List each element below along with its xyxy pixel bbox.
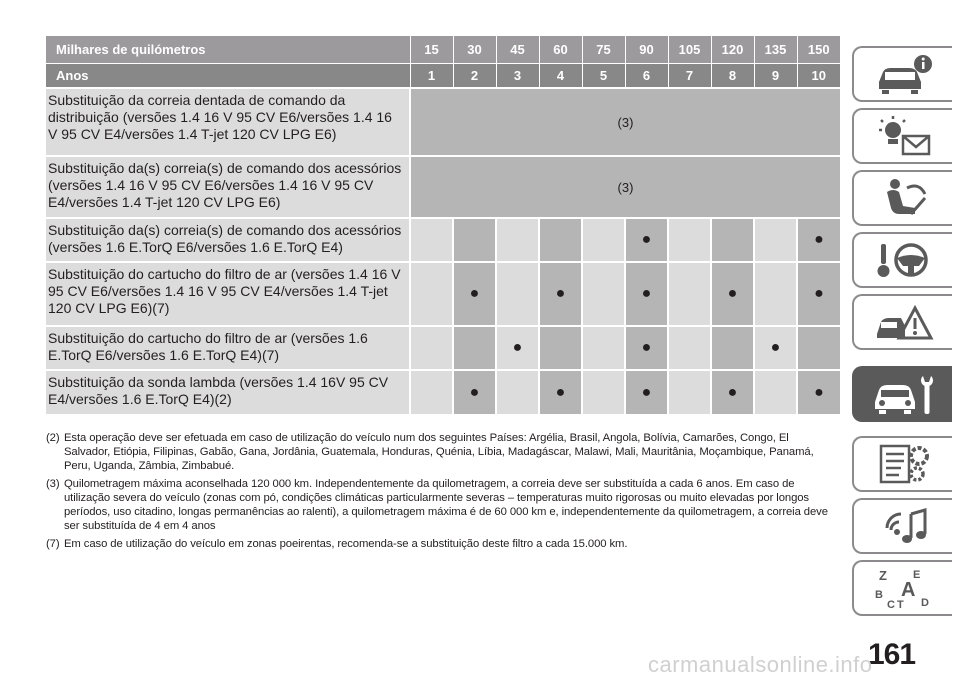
schedule-mark: ● bbox=[625, 370, 668, 414]
schedule-cell bbox=[668, 262, 711, 326]
schedule-cell bbox=[453, 326, 496, 370]
header-year-value: 3 bbox=[496, 64, 539, 89]
footnote-ref: (3) bbox=[46, 478, 60, 490]
table-row bbox=[46, 88, 840, 156]
schedule-mark: ● bbox=[539, 262, 582, 326]
operation-label: Substituição da(s) correia(s) de comando dos acessórios (versões 1.6 E.TorQ E6/versões 1.6 E.TorQ E4) bbox=[46, 218, 410, 262]
table-row bbox=[46, 262, 840, 326]
header-km-value: 60 bbox=[539, 36, 582, 64]
tab-emergency[interactable] bbox=[852, 294, 952, 350]
operation-label: Substituição do cartucho do filtro de ar (versões 1.6 E.TorQ E6/versões 1.6 E.TorQ E4)(7) bbox=[46, 326, 410, 370]
header-km-value: 135 bbox=[754, 36, 797, 64]
header-row-km bbox=[46, 36, 840, 64]
header-year-value: 8 bbox=[711, 64, 754, 89]
footnote-text: Em caso de utilização do veículo em zonas poeirentas, recomenda-se a substituição deste filtro a cada 15.000 km. bbox=[64, 538, 628, 550]
schedule-mark: ● bbox=[539, 370, 582, 414]
schedule-cell bbox=[668, 326, 711, 370]
operation-label: Substituição do cartucho do filtro de ar (versões 1.4 16 V 95 CV E6/versões 1.4 16 V 95 CV E4/versões 1.4 T-jet 120 CV LPG E6)(7) bbox=[46, 262, 410, 326]
tab-maintenance[interactable] bbox=[852, 366, 952, 422]
schedule-mark: ● bbox=[453, 370, 496, 414]
table-row bbox=[46, 326, 840, 370]
schedule-cell bbox=[410, 370, 453, 414]
schedule-cell bbox=[582, 370, 625, 414]
specs-gears-icon bbox=[871, 442, 935, 486]
schedule-cell bbox=[410, 262, 453, 326]
schedule-mark: ● bbox=[711, 262, 754, 326]
operation-label: Substituição da sonda lambda (versões 1.4 16V 95 CV E4/versões 1.6 E.TorQ E4)(2) bbox=[46, 370, 410, 414]
tab-safety[interactable] bbox=[852, 170, 952, 226]
svg-text:C: C bbox=[887, 599, 895, 610]
header-year-value: 2 bbox=[453, 64, 496, 89]
schedule-mark: ● bbox=[797, 262, 840, 326]
schedule-mark: ● bbox=[754, 326, 797, 370]
schedule-cell bbox=[453, 218, 496, 262]
footnote-text: Esta operação deve ser efetuada em caso de utilização do veículo num dos seguintes Países: Argélia, Brasil, Angola, Bolívia, Camarões, Congo, El Salvador, Etiópia, Filipinas, Gabão, Gana, Jordânia, Guatemala, Honduras, Quénia, Líbia, Madagáscar, Malawi, Mali, Mauritânia, Moçambique, Panamá, Peru, Uganda, Zâmbia, Zimbabué. bbox=[64, 432, 814, 472]
schedule-cell bbox=[754, 218, 797, 262]
header-km-value: 150 bbox=[797, 36, 840, 64]
svg-text:E: E bbox=[913, 569, 921, 581]
multimedia-music-icon bbox=[871, 504, 935, 548]
car-info-icon bbox=[871, 52, 935, 96]
span-note: (3) bbox=[410, 88, 840, 156]
schedule-mark: ● bbox=[625, 218, 668, 262]
alphabetical-index-icon bbox=[871, 566, 935, 610]
schedule-cell bbox=[496, 218, 539, 262]
watermark: carmanualsonline.info bbox=[648, 652, 873, 677]
svg-text:B: B bbox=[875, 589, 883, 601]
header-years-label: Anos bbox=[46, 64, 410, 89]
schedule-cell bbox=[582, 218, 625, 262]
header-year-value: 1 bbox=[410, 64, 453, 89]
header-km-value: 15 bbox=[410, 36, 453, 64]
header-km-label: Milhares de quilómetros bbox=[46, 36, 410, 64]
tab-multimedia[interactable] bbox=[852, 498, 952, 554]
schedule-mark: ● bbox=[453, 262, 496, 326]
schedule-cell bbox=[496, 262, 539, 326]
schedule-cell bbox=[496, 370, 539, 414]
table-row bbox=[46, 370, 840, 414]
schedule-cell bbox=[668, 370, 711, 414]
header-km-value: 90 bbox=[625, 36, 668, 64]
car-breakdown-icon bbox=[871, 300, 935, 344]
schedule-mark: ● bbox=[797, 218, 840, 262]
header-km-value: 30 bbox=[453, 36, 496, 64]
header-row-years bbox=[46, 64, 840, 89]
footnote-ref: (2) bbox=[46, 432, 60, 444]
header-year-value: 9 bbox=[754, 64, 797, 89]
svg-text:D: D bbox=[921, 597, 929, 609]
schedule-cell bbox=[797, 326, 840, 370]
header-year-value: 5 bbox=[582, 64, 625, 89]
svg-text:Z: Z bbox=[879, 568, 887, 583]
footnote-ref: (7) bbox=[46, 538, 60, 550]
tab-technical-data[interactable] bbox=[852, 436, 952, 492]
tab-index[interactable] bbox=[852, 560, 952, 616]
footnotes bbox=[46, 431, 836, 555]
car-service-wrench-icon bbox=[871, 372, 935, 416]
operation-label: Substituição da correia dentada de comando da distribuição (versões 1.4 16 V 95 CV E6/versões 1.4 16 V 95 CV E4/versões 1.4 T-jet 120 CV LPG E6) bbox=[46, 88, 410, 156]
key-steering-wheel-icon bbox=[871, 238, 935, 282]
svg-text:A: A bbox=[901, 579, 916, 601]
schedule-cell bbox=[410, 218, 453, 262]
schedule-mark: ● bbox=[625, 262, 668, 326]
schedule-mark: ● bbox=[711, 370, 754, 414]
footnote bbox=[46, 537, 836, 551]
page-number: 161 bbox=[868, 638, 916, 671]
header-year-value: 6 bbox=[625, 64, 668, 89]
header-km-value: 120 bbox=[711, 36, 754, 64]
schedule-mark: ● bbox=[625, 326, 668, 370]
svg-text:T: T bbox=[897, 599, 904, 610]
header-year-value: 4 bbox=[539, 64, 582, 89]
header-year-value: 7 bbox=[668, 64, 711, 89]
schedule-cell bbox=[668, 218, 711, 262]
schedule-cell bbox=[410, 326, 453, 370]
tab-car-info[interactable] bbox=[852, 46, 952, 102]
schedule-cell bbox=[754, 370, 797, 414]
schedule-cell bbox=[711, 326, 754, 370]
tab-warning-lights[interactable] bbox=[852, 108, 952, 164]
schedule-cell bbox=[539, 326, 582, 370]
schedule-cell bbox=[539, 218, 582, 262]
schedule-cell bbox=[754, 262, 797, 326]
header-km-value: 75 bbox=[582, 36, 625, 64]
header-km-value: 105 bbox=[668, 36, 711, 64]
schedule-cell bbox=[582, 262, 625, 326]
header-km-value: 45 bbox=[496, 36, 539, 64]
tab-starting-driving[interactable] bbox=[852, 232, 952, 288]
operation-label: Substituição da(s) correia(s) de comando dos acessórios (versões 1.4 16 V 95 CV E6/versões 1.4 16 V 95 CV E4/versões 1.4 T-jet 120 CV LPG E6) bbox=[46, 156, 410, 218]
seat-airbag-safety-icon bbox=[871, 176, 935, 220]
schedule-cell bbox=[711, 218, 754, 262]
schedule-mark: ● bbox=[496, 326, 539, 370]
schedule-mark: ● bbox=[797, 370, 840, 414]
schedule-cell bbox=[582, 326, 625, 370]
table-row bbox=[46, 156, 840, 218]
table-row bbox=[46, 218, 840, 262]
warning-lights-message-icon bbox=[871, 114, 935, 158]
footnote-text: Quilometragem máxima aconselhada 120 000 km. Independentemente da quilometragem, a correia deve ser substituída a cada 6 anos. Em caso de utilização severa do veículo (zonas com pó, condições climáticas particularmente severas – temperaturas muito rigorosas ou muito elevadas por longos períodos, uso citadino, longas permanências ao ralenti), a quilometragem máxima é de 60 000 km e, independentemente da quilometragem, a correia deve ser substituída de 4 em 4 anos bbox=[64, 478, 828, 532]
footnote bbox=[46, 477, 836, 533]
span-note: (3) bbox=[410, 156, 840, 218]
footnote bbox=[46, 431, 836, 473]
maintenance-schedule-table bbox=[46, 36, 840, 414]
header-year-value: 10 bbox=[797, 64, 840, 89]
